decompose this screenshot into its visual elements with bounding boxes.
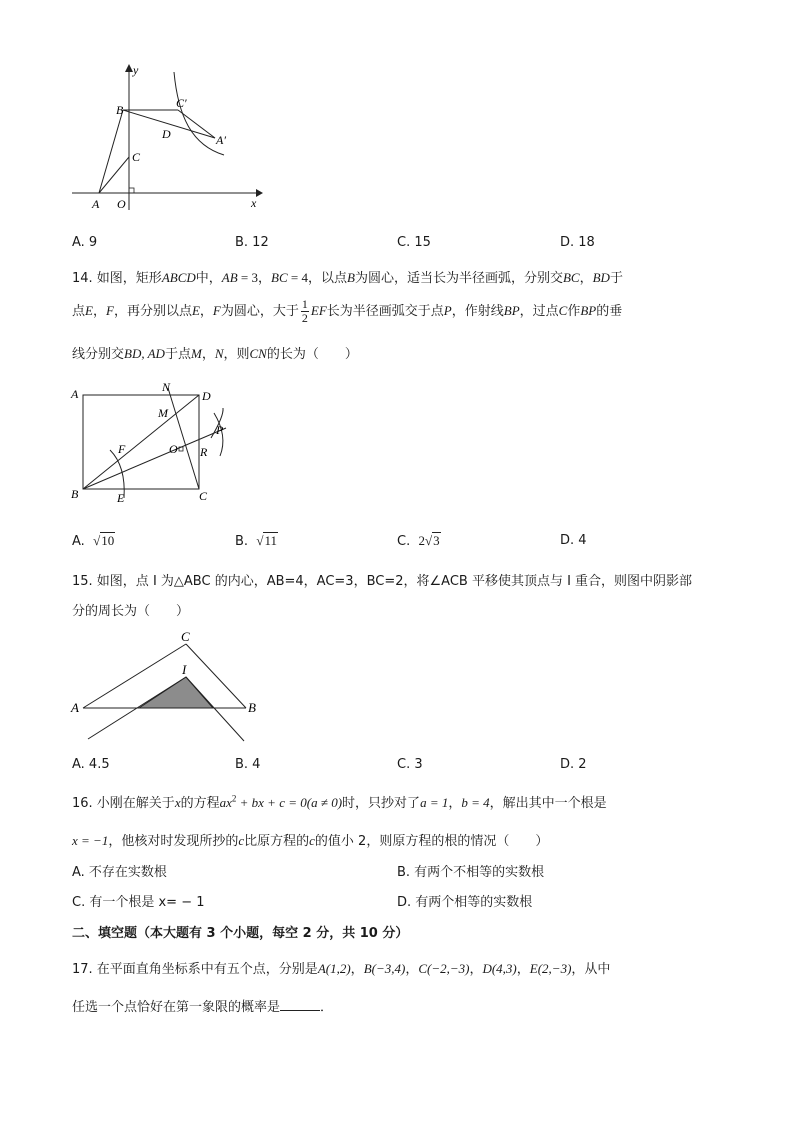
label-P: P (216, 423, 224, 437)
q14-figure (66, 378, 246, 503)
q13-option-c[interactable]: C. 15 (397, 235, 431, 250)
section-2-heading: 二、填空题（本大题有 3 个小题，每空 2 分，共 10 分） (72, 926, 409, 941)
q14-option-b[interactable]: B. √11 (235, 533, 277, 549)
q16-line-1: 16. 小刚在解关于x的方程$ax^2$ + bx + c = 0(a ≠ 0)时，只抄对了a = 1，b = 4，解出其中一个根是 (72, 793, 607, 811)
q14-option-d[interactable]: D. 4 (560, 533, 587, 548)
q14-option-a[interactable]: A. √10 (72, 533, 115, 549)
label-F: F (118, 442, 126, 456)
label-y: y (133, 63, 139, 77)
label-E: E (117, 491, 125, 503)
perpendicular-CN (168, 388, 199, 489)
label-M: M (158, 406, 168, 420)
fraction-one-half: $\frac{1}{2}$ (301, 297, 308, 325)
label-C: C (199, 489, 208, 503)
q15-line-2: 分的周长为（ ） (72, 604, 190, 619)
q13-figure (66, 60, 266, 215)
q16-option-d[interactable]: D. 有两个相等的实数根 (397, 895, 533, 910)
label-A: A (92, 197, 100, 211)
q17-line-1: 17. 在平面直角坐标系中有五个点，分别是A(1,2)，B(−3,4)，C(−2,−3)，D(4,3)，E(2,−3)，从中 (72, 961, 611, 977)
q13-option-b[interactable]: B. 12 (235, 235, 269, 250)
q15-option-c[interactable]: C. 3 (397, 757, 423, 772)
q15-line-1: 15. 如图，点 I 为△ABC 的内心，AB=4，AC=3，BC=2，将∠ACB 平移使其顶点与 I 重合，则图中阴影部 (72, 574, 693, 589)
q16-option-b[interactable]: B. 有两个不相等的实数根 (397, 865, 545, 880)
label-O: O (169, 442, 178, 456)
q15-option-d[interactable]: D. 2 (560, 757, 587, 772)
label-B: B (248, 700, 256, 715)
q16-line-2: x = −1，他核对时发现所抄的c比原方程的c的值小 2，则原方程的根的情况（ ） (72, 833, 549, 849)
label-B: B (116, 103, 124, 117)
q14-line-1: 14. 如图，矩形ABCD中，AB = 3，BC = 4，以点B为圆心，适当长为半径画弧，分别交BC，BD于 (72, 270, 623, 286)
segment-CprimeAprime (178, 110, 215, 138)
q14-line-3: 线分别交BD, AD于点M，N，则CN的长为（ ） (72, 346, 358, 362)
q15-figure (66, 627, 276, 752)
q15-option-a[interactable]: A. 4.5 (72, 757, 110, 772)
q13-option-d[interactable]: D. 18 (560, 235, 595, 250)
label-O: O (117, 197, 126, 211)
label-Aprime: A′ (216, 133, 226, 147)
q15-option-b[interactable]: B. 4 (235, 757, 261, 772)
q17-line-2: 任选一个点恰好在第一象限的概率是 ． (72, 1000, 334, 1015)
label-D: D (202, 389, 211, 403)
label-B: B (71, 487, 79, 501)
q16-option-c[interactable]: C. 有一个根是 x= − 1 (72, 895, 205, 910)
label-Cprime: C′ (176, 96, 187, 110)
label-A: A (71, 387, 79, 401)
label-N: N (162, 380, 171, 394)
segment-AB (99, 110, 123, 193)
label-x: x (251, 196, 257, 210)
q16-option-a[interactable]: A. 不存在实数根 (72, 865, 167, 880)
translated-side-2 (186, 677, 244, 741)
answer-blank[interactable] (280, 1010, 320, 1011)
diagonal-BD (83, 395, 199, 489)
segment-AC (99, 157, 129, 193)
label-I: I (182, 662, 187, 677)
label-D: D (162, 127, 171, 141)
q14-line-2: 点E，F，再分别以点E，F为圆心，大于 $\frac{1}{2}$ EF长为半径画弧交于点P，作射线BP，过点C作BP的垂 (72, 297, 623, 325)
q13-option-a[interactable]: A. 9 (72, 235, 98, 250)
right-angle-mark (129, 188, 134, 193)
label-A: A (71, 700, 79, 715)
shaded-triangle (139, 677, 213, 708)
q14-option-c[interactable]: C. 2√3 (397, 533, 440, 549)
x-axis-arrow (256, 189, 263, 197)
label-R: R (200, 445, 208, 459)
y-axis-arrow (125, 64, 133, 72)
label-C: C (181, 629, 190, 644)
label-C: C (132, 150, 141, 164)
